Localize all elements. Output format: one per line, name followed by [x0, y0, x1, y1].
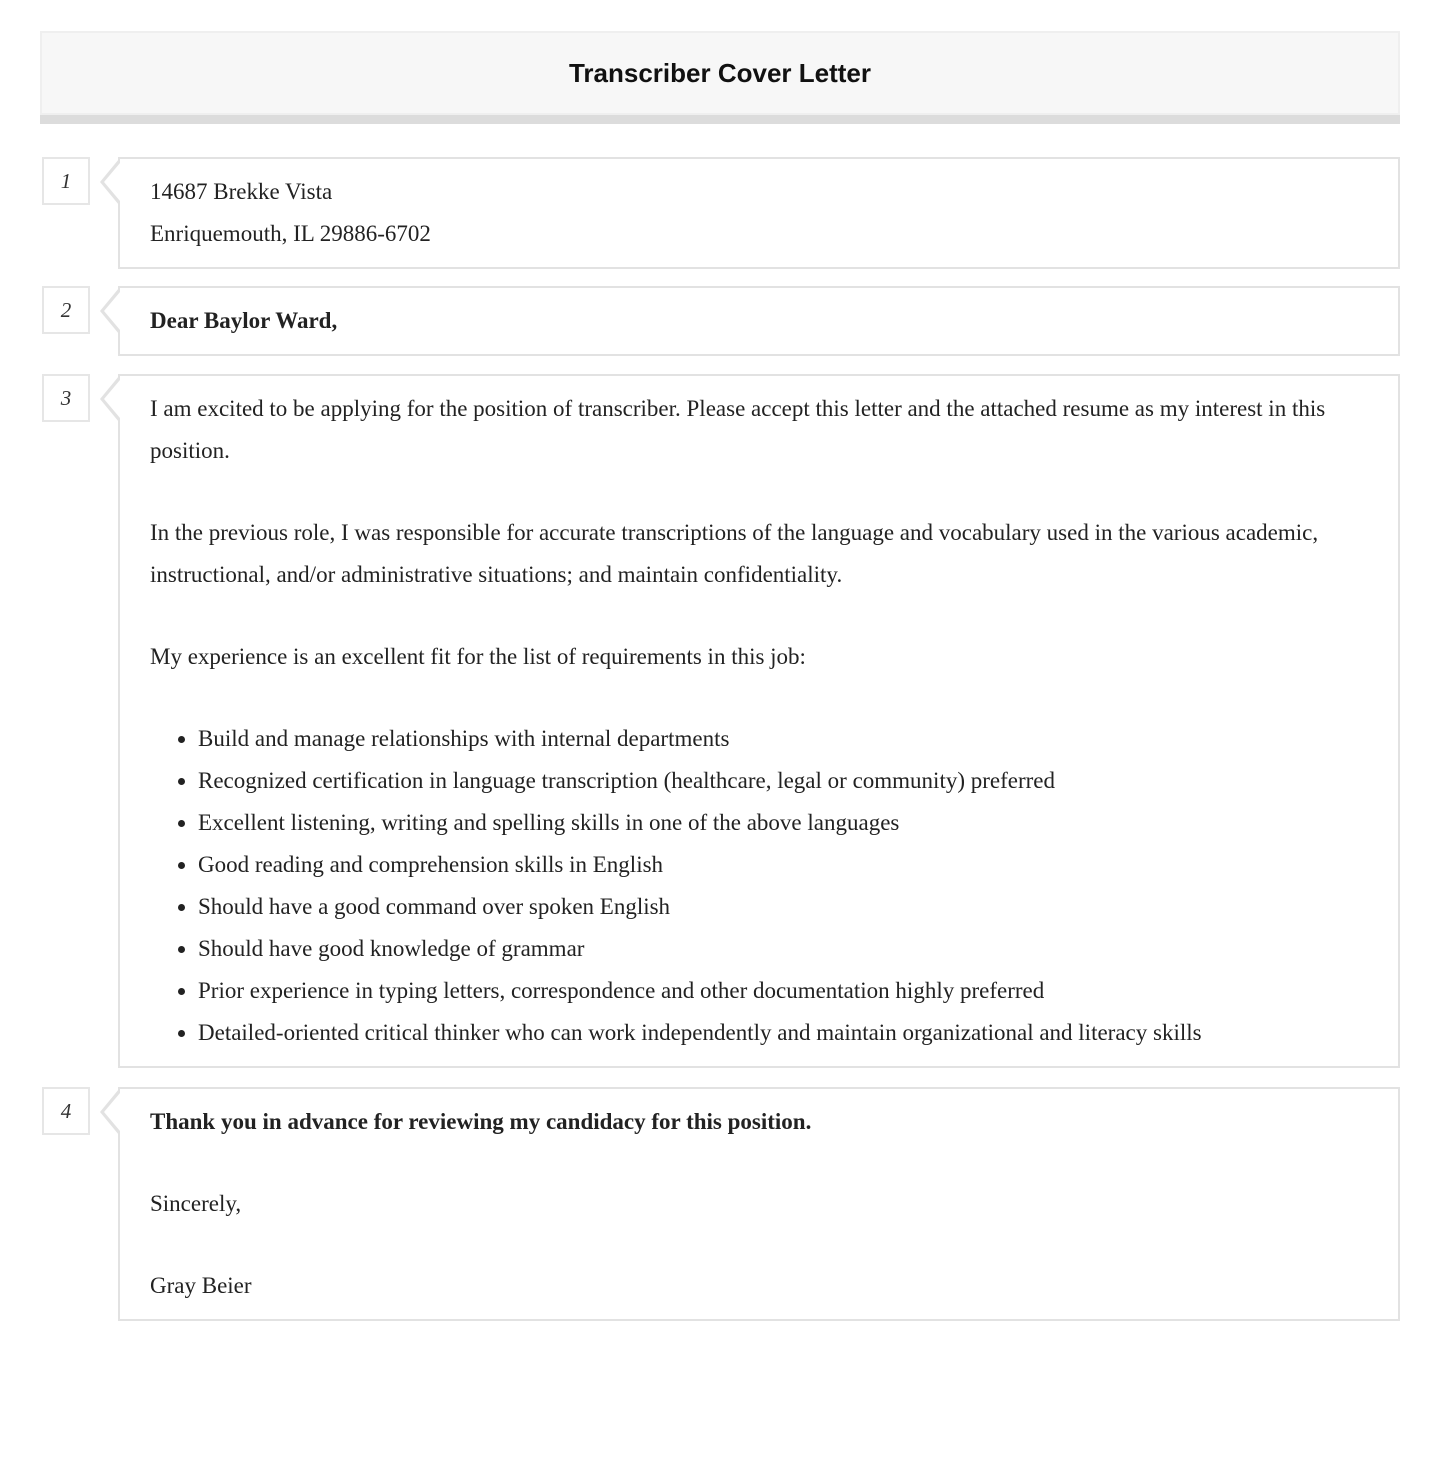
fit-paragraph: My experience is an excellent fit for the list of requirements in this job: — [150, 644, 806, 669]
requirement-item: • Good reading and comprehension skills in English — [198, 844, 1368, 886]
intro-paragraph: I am excited to be applying for the position of transcriber. Please accept this letter and the attached resume as my interest in this position. — [150, 396, 1326, 463]
requirements-list — [150, 718, 1368, 1054]
requirement-item: • Excellent listening, writing and spelling skills in one of the above languages — [198, 802, 1368, 844]
experience-paragraph: In the previous role, I was responsible for accurate transcriptions of the language and vocabulary used in the various academic, instructional, and/or administrative situations; and maintain confidentiality. — [150, 520, 1319, 587]
address-line-1: 14687 Brekke Vista — [150, 179, 333, 204]
section-body — [42, 374, 1400, 1068]
signature-name: Gray Beier — [150, 1273, 252, 1298]
closing-box — [118, 1087, 1400, 1321]
requirement-item: • Recognized certification in language transcription (healthcare, legal or community) preferred — [198, 760, 1368, 802]
header-shadow-strip — [40, 115, 1400, 124]
section-number-badge: 4 — [42, 1087, 90, 1135]
section-closing — [42, 1087, 1400, 1321]
requirement-item: • Prior experience in typing letters, correspondence and other documentation highly preferred — [198, 970, 1368, 1012]
salutation-text: Dear Baylor Ward, — [150, 308, 338, 333]
requirement-item: • Should have good knowledge of grammar — [198, 928, 1368, 970]
document-header — [40, 31, 1400, 124]
salutation-box — [118, 286, 1400, 356]
section-salutation — [42, 286, 1400, 356]
thanks-text: Thank you in advance for reviewing my candidacy for this position. — [150, 1109, 812, 1134]
signoff-text: Sincerely, — [150, 1191, 242, 1216]
page-title: Transcriber Cover Letter — [568, 57, 871, 88]
body-box — [118, 374, 1400, 1068]
requirement-item: • Build and manage relationships with internal departments — [198, 718, 1368, 760]
section-number-badge: 2 — [42, 286, 90, 334]
address-box — [118, 157, 1400, 269]
section-number-badge: 1 — [42, 157, 90, 205]
header-bar — [40, 31, 1400, 115]
section-address — [42, 157, 1400, 269]
section-number-badge: 3 — [42, 374, 90, 422]
requirement-item: • Detailed-oriented critical thinker who can work independently and maintain organizational and literacy skills — [198, 1012, 1368, 1054]
address-line-2: Enriquemouth, IL 29886-6702 — [150, 221, 431, 246]
requirement-item: • Should have a good command over spoken English — [198, 886, 1368, 928]
